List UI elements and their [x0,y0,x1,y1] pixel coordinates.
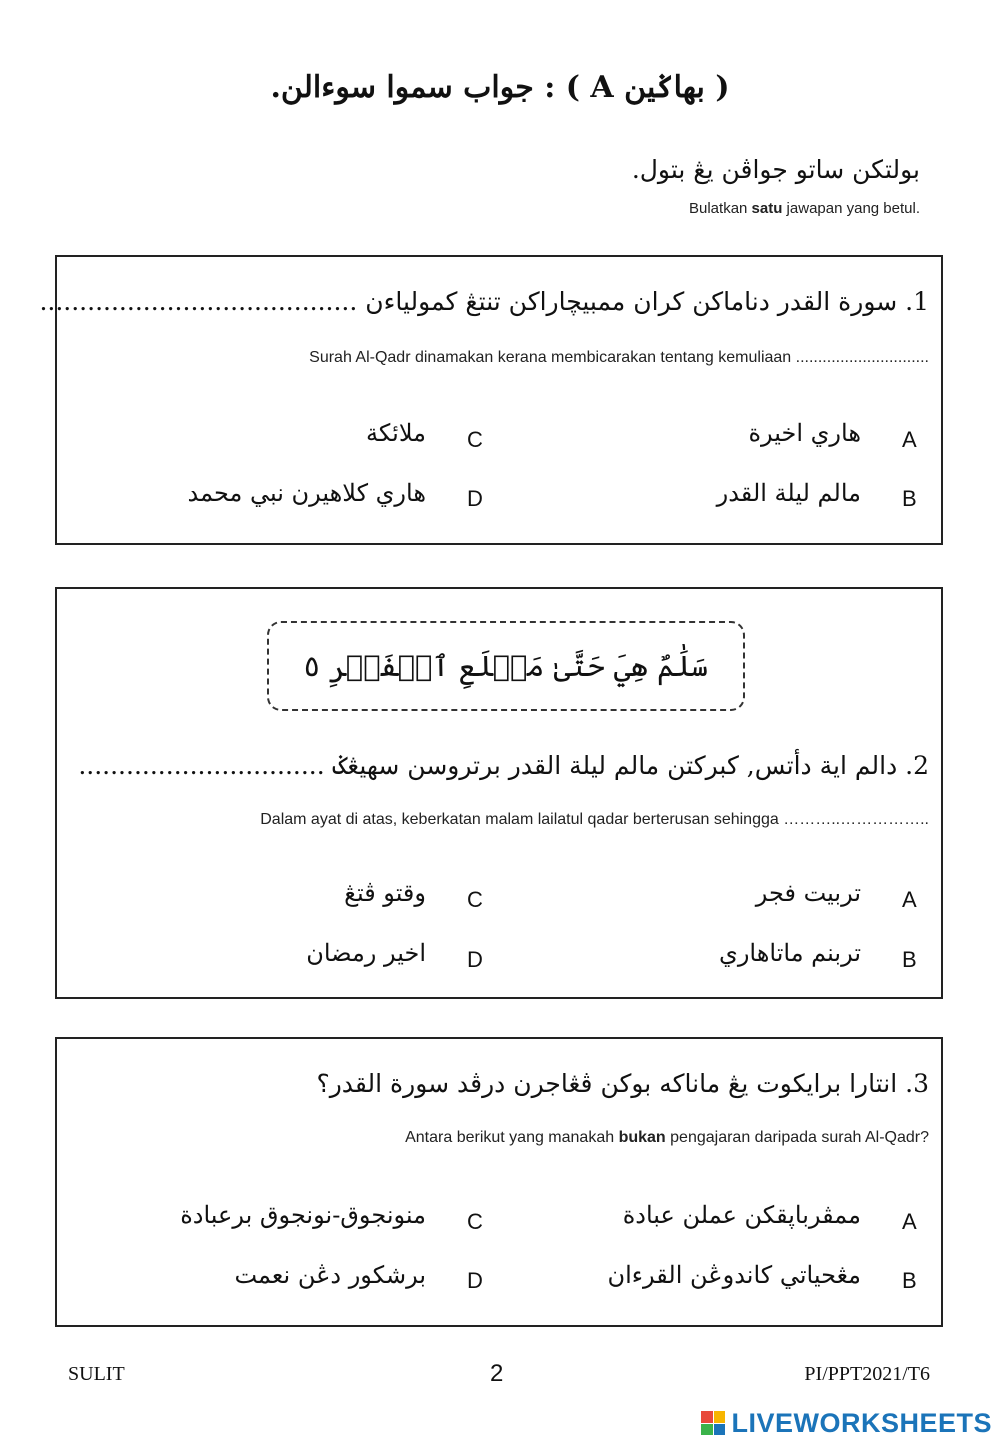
question-3-box [55,1037,943,1327]
section-title: ( بهاݢين A ) : جواب سموا سوءالن. [270,70,730,105]
page-number: 2 [490,1360,504,1387]
liveworksheets-logo[interactable] [701,1408,992,1438]
option-1c-text[interactable]: ملائكة [366,419,426,447]
option-3c-text[interactable]: منونجوق-نونجوق برعبادة [180,1201,426,1229]
option-1a-letter[interactable]: A [902,427,917,452]
question-3-jawi: 3. انتارا برايکوت يڠ ماناکه بوکن ڤڠاجرن درڤد سورة القدر؟ [316,1069,929,1098]
option-1d-letter[interactable]: D [467,486,483,511]
option-3d-text[interactable]: برشکور دڠن نعمت [234,1261,426,1289]
option-3a-letter[interactable]: A [902,1209,917,1234]
question-1-rumi: Surah Al-Qadr dinamakan kerana membicarakan tentang kemuliaan .............................. [309,349,929,366]
question-1-jawi: 1. سورة القدر دناماکن کران ممبيچاراکن تنتڠ کمولياءن ........................................ [39,287,929,316]
option-2a-letter[interactable]: A [902,887,917,912]
question-1-box [39,255,943,545]
liveworksheets-wordmark: LIVEWORKSHEETS [731,1407,992,1438]
option-1c-letter[interactable]: C [467,427,483,452]
option-3b-text[interactable]: مڠحياتي کاندوڠن القرءان [607,1261,861,1289]
option-3b-letter[interactable]: B [902,1268,917,1293]
option-1a-text[interactable]: هاري اخيرة [748,419,861,447]
option-2d-text[interactable]: اخير رمضان [306,939,426,967]
option-1b-text[interactable]: مالم ليلة القدر [716,479,861,507]
footer-sulit: SULIT [68,1363,125,1385]
instruction-jawi: بولتکن ساتو جواڤن يڠ بتول. [631,155,920,184]
option-3d-letter[interactable]: D [467,1268,483,1293]
option-2d-letter[interactable]: D [467,947,483,972]
option-1d-text[interactable]: هاري کلاهيرن نبي محمد [187,479,426,507]
option-2b-letter[interactable]: B [902,947,917,972]
option-3a-text[interactable]: ممڤرباڽقکن عملن عبادة [622,1201,861,1229]
option-3c-letter[interactable]: C [467,1209,483,1234]
question-2-jawi: 2. دالم اية دأتس, کبرکتن مالم ليلة القدر برتروسن سهيڠݢ ............................... [78,751,929,780]
option-2b-text[interactable]: تربنم ماتاهاري [719,939,861,967]
question-3-rumi: Antara berikut yang manakah bukan pengajaran daripada surah Al-Qadr? [405,1129,929,1146]
liveworksheets-logo-icon [701,1411,725,1435]
option-1b-letter[interactable]: B [902,486,917,511]
quran-verse-box: سَلَٰمٌ هِيَ حَتَّىٰ مَطۡلَعِ ٱلۡفَجۡرِ ٥ [267,621,745,711]
option-2c-letter[interactable]: C [467,887,483,912]
option-2c-text[interactable]: وقتو ڤتڠ [344,879,426,907]
question-3-emphasis: bukan [618,1129,666,1146]
instruction-rumi: Bulatkan satu jawapan yang betul. [689,200,920,217]
question-2-rumi: Dalam ayat di atas, keberkatan malam lailatul qadar berterusan sehingga ………..…………….. [260,811,929,828]
option-2a-text[interactable]: تربيت فجر [755,879,861,907]
footer-code: PI/PPT2021/T6 [804,1363,930,1385]
instruction-emphasis: satu [751,200,783,217]
question-2-box [55,587,943,999]
